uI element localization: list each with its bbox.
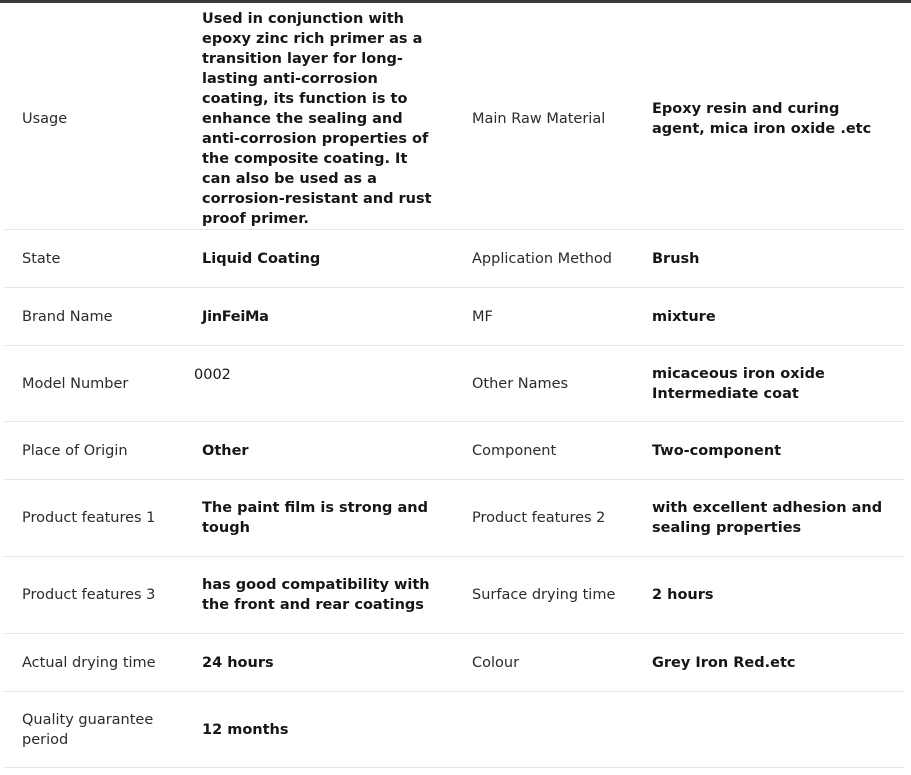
spec-value: Epoxy resin and curing agent, mica iron oxide .etc — [652, 101, 872, 137]
spec-value — [634, 692, 905, 768]
spec-label: Colour — [454, 634, 634, 692]
specification-table — [4, 9, 905, 768]
spec-label: State — [4, 230, 184, 288]
spec-label: Actual drying time — [4, 634, 184, 692]
spec-label: Component — [454, 422, 634, 480]
table-row — [4, 9, 905, 230]
table-row — [4, 230, 905, 288]
table-row — [4, 422, 905, 480]
spec-label: Product features 2 — [454, 480, 634, 557]
table-row — [4, 634, 905, 692]
spec-value: Used in conjunction with epoxy zinc rich primer as a transition layer for long-lasting anti-corrosion coating, its function is to enhance the sealing and anti-corrosion properties of the composite coating. It can also be used as a corrosion-resistant and rust proof primer. — [202, 11, 432, 227]
spec-label: MF — [454, 288, 634, 346]
table-row — [4, 480, 905, 557]
brand-name-value: JinFeiMa — [184, 288, 454, 346]
spec-label: Brand Name — [4, 288, 184, 346]
spec-value: 24 hours — [184, 634, 454, 692]
spec-value: Brush — [634, 230, 905, 288]
table-row — [4, 346, 905, 422]
table-row — [4, 692, 905, 768]
spec-label: Place of Origin — [4, 422, 184, 480]
table-row — [4, 288, 905, 346]
spec-label: Main Raw Material — [472, 111, 606, 127]
spec-value: mixture — [634, 288, 905, 346]
spec-label: Usage — [22, 111, 68, 127]
spec-label: Product features 3 — [4, 557, 184, 634]
spec-label — [454, 692, 634, 768]
spec-value: has good compatibility with the front and rear coatings — [184, 557, 454, 634]
spec-value: Two-component — [634, 422, 905, 480]
spec-label: Product features 1 — [4, 480, 184, 557]
spec-value: 12 months — [184, 692, 454, 768]
table-row — [4, 557, 905, 634]
model-number-value: 0002 — [184, 346, 454, 422]
spec-value: The paint film is strong and tough — [184, 480, 454, 557]
spec-value: Grey Iron Red.etc — [634, 634, 905, 692]
spec-value: 2 hours — [634, 557, 905, 634]
spec-label: Surface drying time — [454, 557, 634, 634]
spec-label: Other Names — [454, 346, 634, 422]
spec-value: with excellent adhesion and sealing properties — [634, 480, 905, 557]
spec-value: micaceous iron oxide Intermediate coat — [634, 346, 905, 422]
top-border — [0, 0, 911, 3]
spec-value: Liquid Coating — [184, 230, 454, 288]
spec-label: Application Method — [454, 230, 634, 288]
spec-label: Model Number — [4, 346, 184, 422]
spec-value: Other — [184, 422, 454, 480]
spec-label: Quality guarantee period — [4, 692, 184, 768]
